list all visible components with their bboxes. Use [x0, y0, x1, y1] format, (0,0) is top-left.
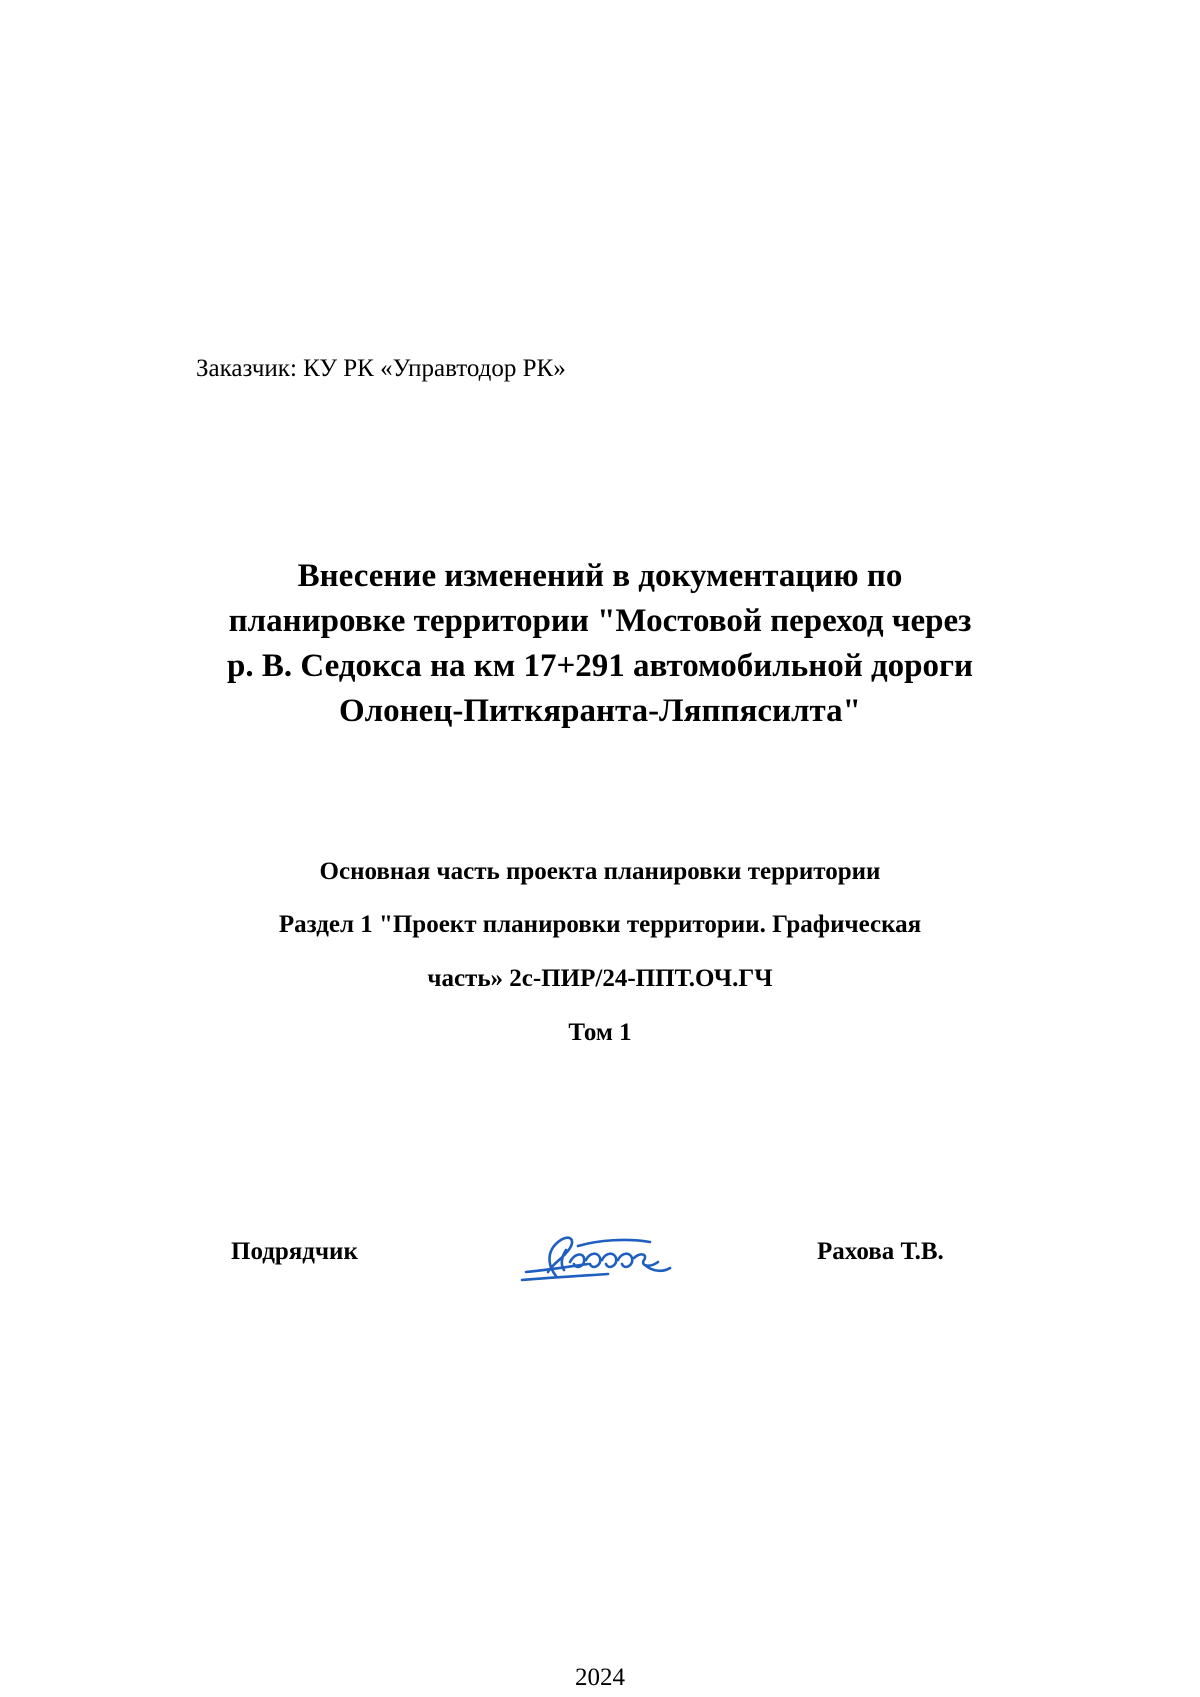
title-line-2: планировке территории "Мостовой переход через	[228, 603, 972, 639]
subtitle-section: Раздел 1 "Проект планировки территории. Графическая	[278, 911, 922, 938]
customer-line: Заказчик: КУ РК «Управтодор РК»	[196, 355, 566, 382]
contractor-label: Подрядчик	[231, 1238, 358, 1265]
signatory-name: Рахова Т.В.	[817, 1238, 944, 1265]
subtitle-code: часть» 2с-ПИР/24-ППТ.ОЧ.ГЧ	[427, 965, 773, 992]
volume-label: Том 1	[568, 1019, 632, 1046]
title-line-3: р. В. Седокса на км 17+291 автомобильной дороги	[226, 648, 974, 684]
handwritten-signature	[518, 1226, 678, 1286]
title-line-1: Внесение изменений в документацию по	[297, 558, 903, 594]
document-title	[100, 554, 1100, 734]
subtitle-part: Основная часть проекта планировки территории	[319, 858, 881, 885]
document-year: 2024	[575, 1664, 625, 1691]
title-line-4: Олонец-Питкяранта-Ляппясилта"	[338, 693, 861, 729]
